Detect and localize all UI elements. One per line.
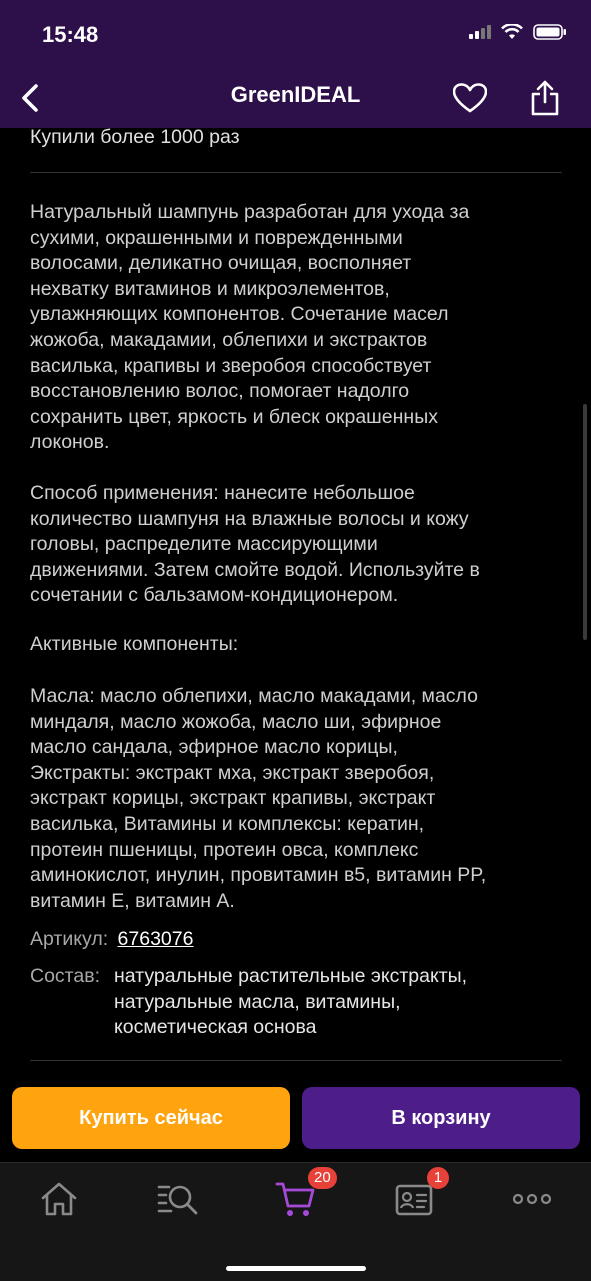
- tab-more[interactable]: [502, 1177, 562, 1221]
- components-line: экстракт корицы, экстракт крапивы, экстракт: [30, 787, 436, 810]
- usage-line: сочетании с бальзамом-кондиционером.: [30, 584, 399, 607]
- description-line: увлажняющих компонентов. Сочетание масел: [30, 303, 449, 326]
- usage-line: количество шампуня на влажные волосы и кожу: [30, 507, 469, 530]
- purchase-count: Купили более 1000 раз: [30, 126, 240, 148]
- buy-now-button[interactable]: Купить сейчас: [12, 1087, 290, 1149]
- status-icons: [469, 24, 567, 40]
- usage-line: движениями. Затем смойте водой. Используйте в: [30, 558, 480, 581]
- usage-line: головы, распределите массирующими: [30, 533, 378, 556]
- description-line: сохранить цвет, яркость и блеск окрашенных: [30, 405, 438, 428]
- status-bar: [0, 0, 591, 66]
- share-icon: [530, 80, 560, 116]
- divider: [30, 1060, 562, 1061]
- divider: [30, 172, 562, 173]
- description-line: василька, крапивы и зверобоя способствует: [30, 354, 432, 377]
- tab-profile[interactable]: [384, 1169, 444, 1221]
- status-time: 15:48: [42, 22, 99, 47]
- tab-home[interactable]: [29, 1177, 89, 1221]
- share-button[interactable]: [525, 78, 565, 118]
- components-list: [30, 684, 555, 914]
- tab-cart[interactable]: [266, 1169, 331, 1221]
- description-line: сухими, окрашенными и поврежденными: [30, 226, 403, 249]
- components-line: миндаля, масло жожоба, масло ши, эфирное: [30, 710, 442, 733]
- notification-badge: 1: [427, 1167, 449, 1189]
- signal-icon: [469, 25, 491, 39]
- description-line: восстановлению волос, помогает надолго: [30, 380, 410, 403]
- favorite-button[interactable]: [450, 78, 490, 118]
- composition-value: [114, 964, 467, 1041]
- product-description: [30, 200, 555, 456]
- composition-line: косметическая основа: [114, 1016, 317, 1039]
- usage-instructions: [30, 481, 555, 609]
- scrollbar[interactable]: [583, 404, 587, 640]
- composition-label: Состав:: [30, 965, 101, 987]
- home-indicator: [226, 1266, 366, 1271]
- composition-row: [30, 964, 555, 1041]
- components-line: протеин пшеницы, протеин овса, комплекс: [30, 838, 419, 861]
- article-row: [30, 927, 555, 953]
- more-icon: [512, 1193, 552, 1205]
- description-line: локонов.: [30, 431, 110, 454]
- composition-line: натуральные масла, витамины,: [114, 990, 401, 1013]
- nav-bar: [0, 66, 591, 128]
- action-buttons: [12, 1087, 580, 1149]
- components-line: Масла: масло облепихи, масло макадами, масло: [30, 685, 478, 707]
- search-icon: [157, 1181, 199, 1217]
- components-line: масло сандала, эфирное масло корицы,: [30, 736, 398, 759]
- tab-search[interactable]: [148, 1177, 208, 1221]
- tab-bar: [0, 1162, 591, 1281]
- article-number-link[interactable]: 6763076: [117, 928, 194, 950]
- page-title: GreenIDEAL: [230, 82, 361, 107]
- components-line: василька, Витамины и комплексы: кератин,: [30, 812, 425, 835]
- home-icon: [39, 1181, 79, 1217]
- components-line: аминокислот, инулин, провитамин в5, витамин PP,: [30, 864, 487, 887]
- battery-icon: [533, 24, 567, 40]
- wifi-icon: [501, 24, 523, 40]
- composition-line: натуральные растительные экстракты,: [114, 965, 468, 987]
- cart-count-badge: 20: [308, 1167, 337, 1189]
- description-line: Натуральный шампунь разработан для ухода за: [30, 201, 470, 223]
- usage-line: Способ применения: нанесите небольшое: [30, 482, 415, 504]
- article-label: Артикул:: [30, 928, 109, 950]
- active-components-title: Активные компоненты:: [30, 633, 239, 655]
- add-to-cart-button[interactable]: В корзину: [302, 1087, 580, 1149]
- components-line: витамин E, витамин A.: [30, 889, 235, 912]
- description-line: жожоба, макадамии, облепихи и экстрактов: [30, 328, 428, 351]
- description-line: волосами, деликатно очищая, восполняет: [30, 252, 412, 275]
- profile-card-icon: [394, 1180, 434, 1218]
- description-line: нехватку витаминов и микроэлементов,: [30, 277, 390, 300]
- components-line: Экстракты: экстракт мха, экстракт зверобоя,: [30, 761, 435, 784]
- heart-icon: [453, 83, 487, 113]
